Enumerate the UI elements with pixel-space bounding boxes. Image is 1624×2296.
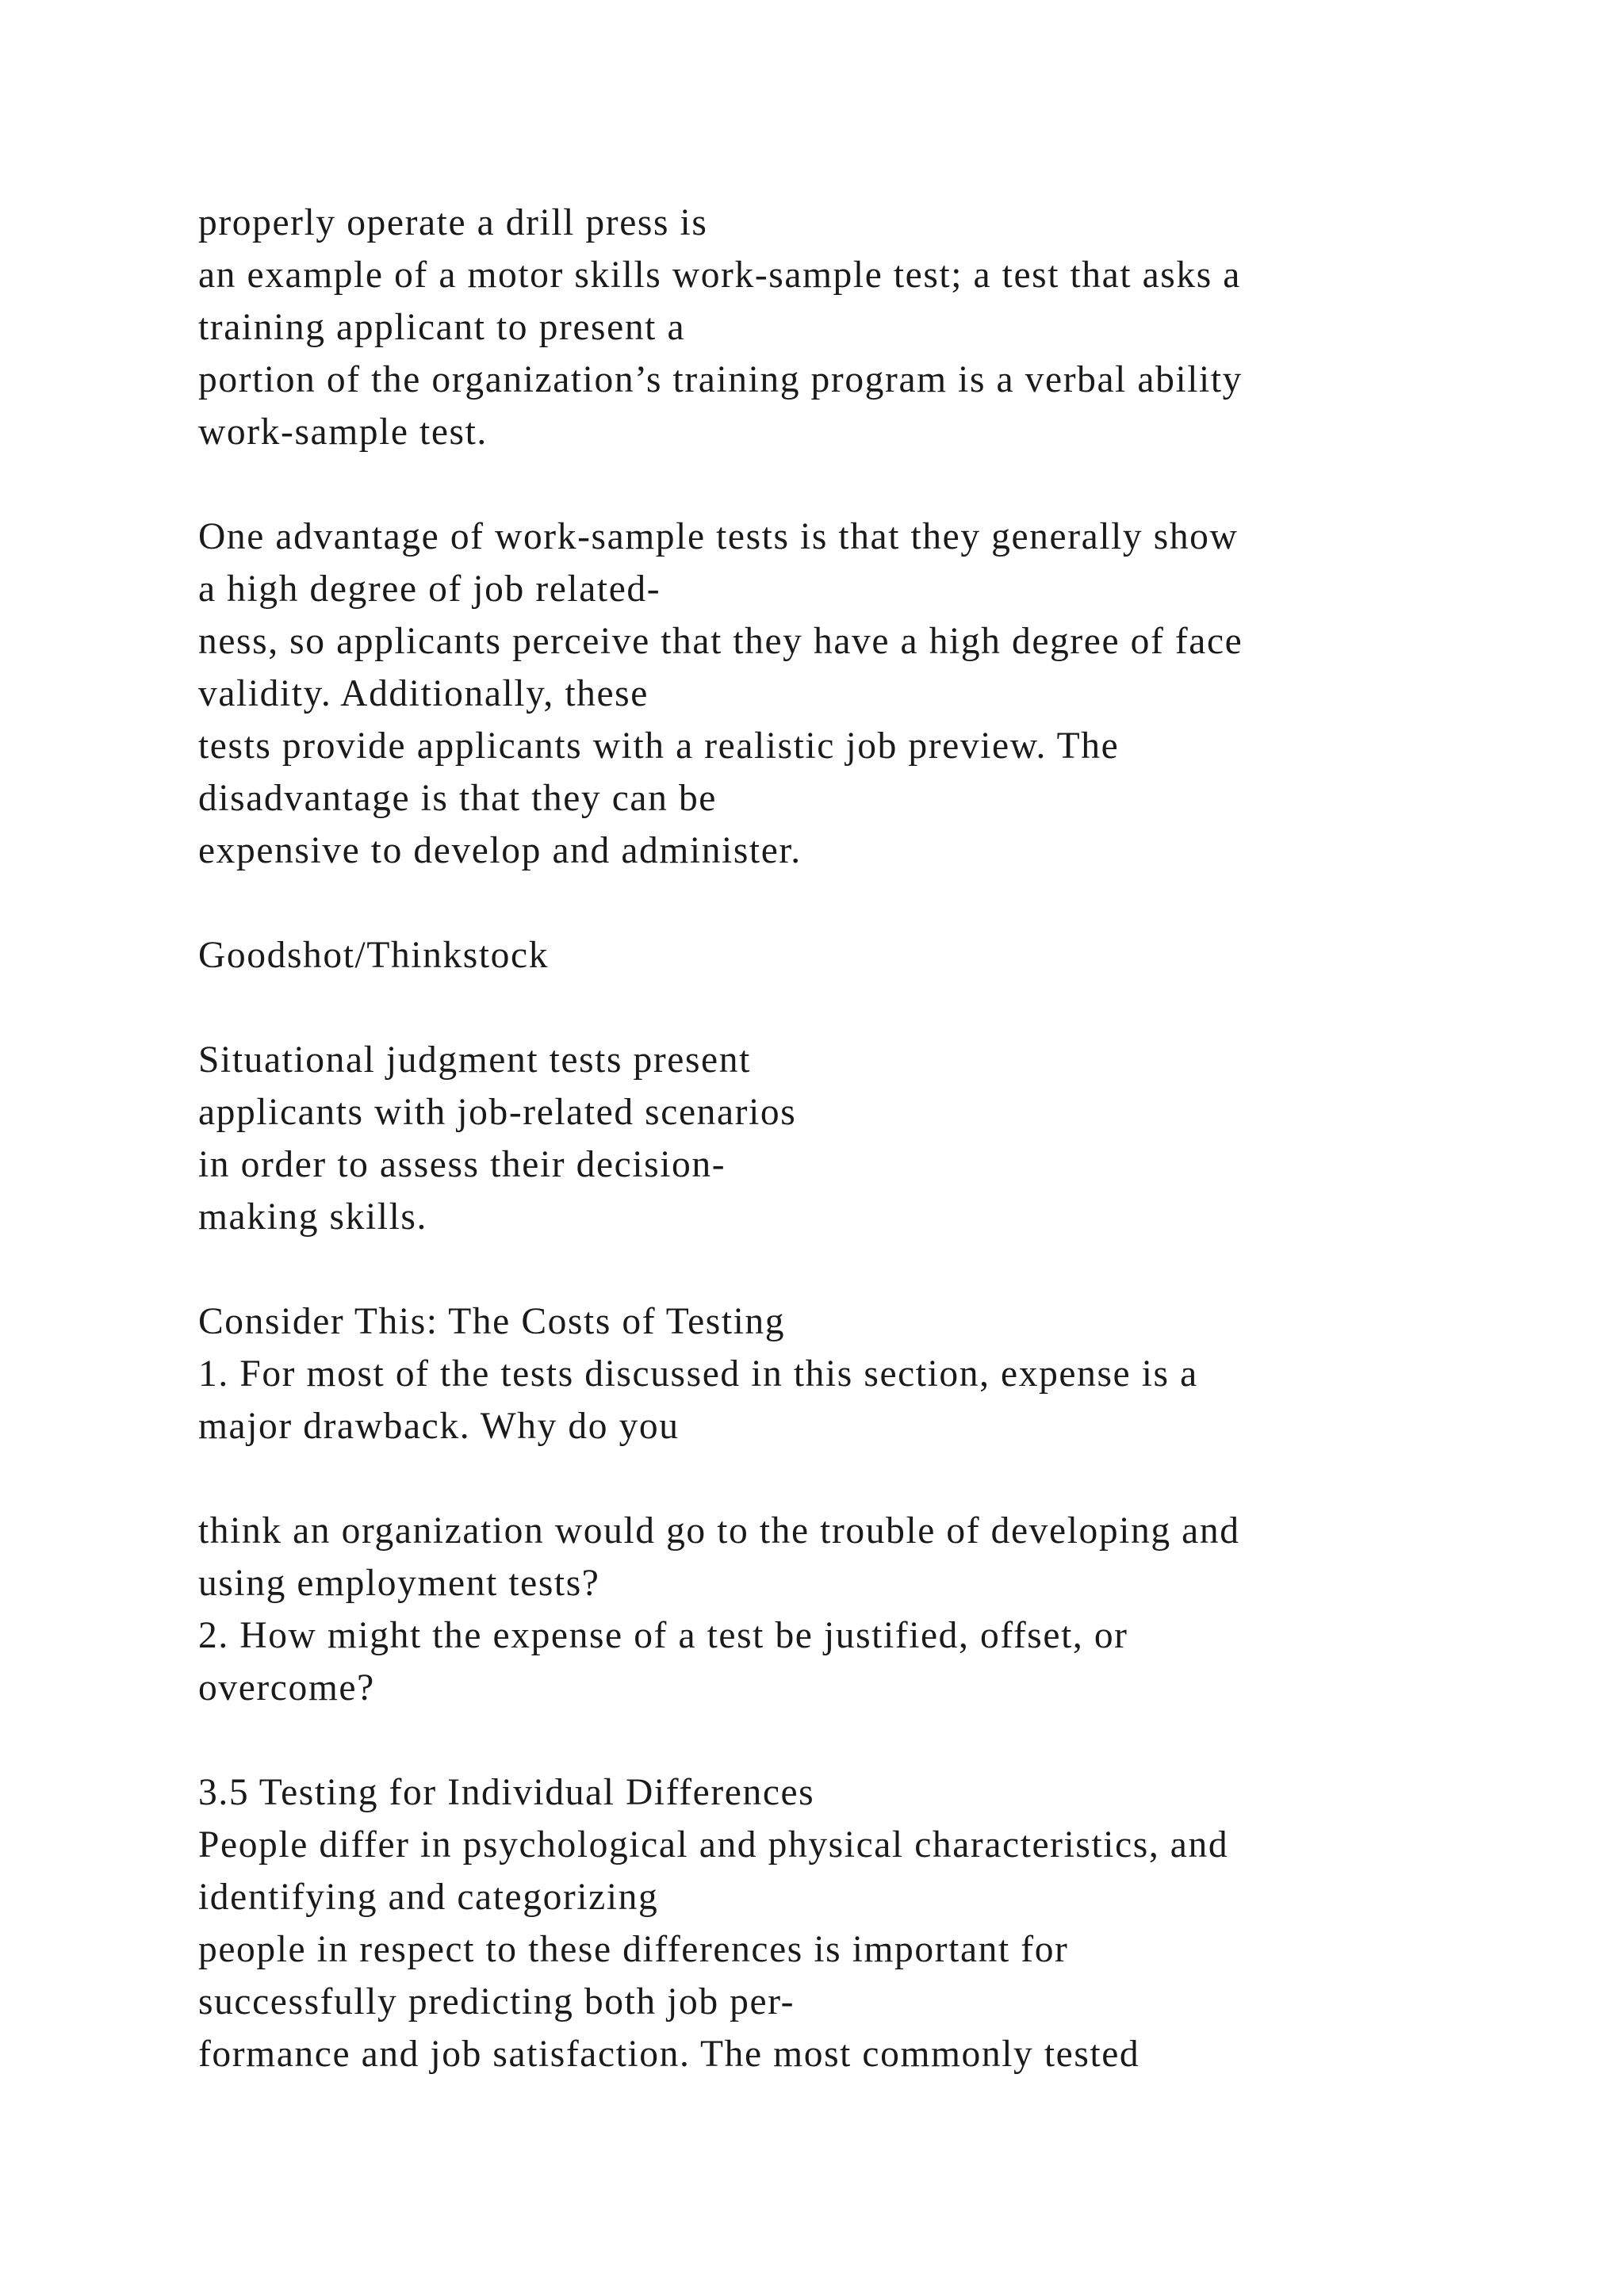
text-line: tests provide applicants with a realistic job preview. The	[198, 725, 1120, 767]
text-line: an example of a motor skills work-sample test; a test that asks a	[198, 254, 1241, 296]
consider-this-box	[198, 1295, 1594, 1452]
text-line: Situational judgment tests present	[198, 1039, 751, 1081]
text-line: One advantage of work-sample tests is that they generally show	[198, 516, 1239, 557]
text-line: formance and job satisfaction. The most commonly tested	[198, 2034, 1140, 2075]
text-line: work-sample test.	[198, 411, 488, 453]
text-line: think an organization would go to the trouble of developing and	[198, 1510, 1240, 1552]
text-line: applicants with job-related scenarios	[198, 1092, 797, 1133]
blank-line	[198, 1714, 1594, 1766]
text-line: ness, so applicants perceive that they have a high degree of face	[198, 621, 1243, 662]
text-line: 1. For most of the tests discussed in this section, expense is a	[198, 1353, 1198, 1395]
blank-line	[198, 877, 1594, 929]
text-line: making skills.	[198, 1196, 427, 1238]
text-line: People differ in psychological and physical characteristics, and	[198, 1824, 1229, 1866]
text-line: in order to assess their decision-	[198, 1144, 726, 1185]
text-line: overcome?	[198, 1667, 375, 1709]
text-line: validity. Additionally, these	[198, 673, 649, 714]
text-line: major drawback. Why do you	[198, 1406, 680, 1447]
text-line: properly operate a drill press is	[198, 202, 708, 243]
text-line: expensive to develop and administer.	[198, 830, 802, 871]
section-heading: 3.5 Testing for Individual Differences	[198, 1772, 815, 1813]
text-line: using employment tests?	[198, 1563, 600, 1604]
paragraph-advantages	[198, 511, 1594, 877]
text-line: 2. How might the expense of a test be justified, offset, or	[198, 1615, 1128, 1656]
section-3-5	[198, 1766, 1594, 2080]
paragraph-work-sample-examples	[198, 197, 1594, 458]
text-line: training applicant to present a	[198, 307, 686, 348]
text-line: a high degree of job related-	[198, 568, 661, 610]
text-line: successfully predicting both job per-	[198, 1981, 795, 2022]
text-line: Goodshot/Thinkstock	[198, 935, 550, 976]
text-line: portion of the organization’s training program is a verbal ability	[198, 359, 1243, 400]
blank-line	[198, 1452, 1594, 1505]
blank-line	[198, 458, 1594, 511]
consider-this-heading: Consider This: The Costs of Testing	[198, 1301, 786, 1342]
text-line: disadvantage is that they can be	[198, 778, 717, 819]
photo-credit	[198, 929, 1594, 982]
text-line: people in respect to these differences is important for	[198, 1929, 1069, 1970]
blank-line	[198, 1243, 1594, 1295]
blank-line	[198, 982, 1594, 1034]
image-caption	[198, 1034, 1594, 1243]
text-line: identifying and categorizing	[198, 1877, 659, 1918]
document-page	[198, 197, 1594, 2080]
consider-this-continued	[198, 1505, 1594, 1714]
